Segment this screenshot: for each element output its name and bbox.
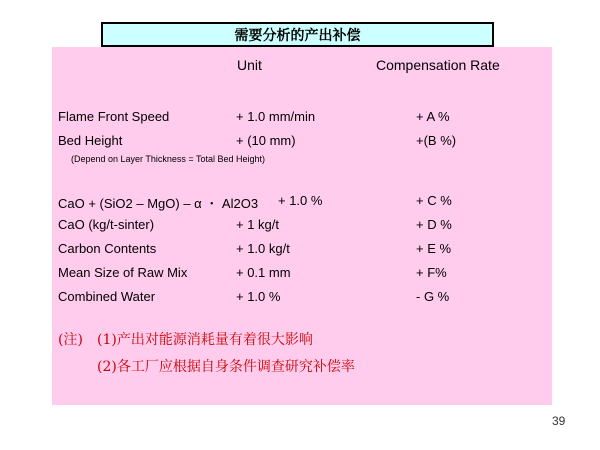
- remark-line-2: (2)各工厂应根据自身条件调查研究补偿率: [97, 359, 355, 375]
- remarks-prefix: (注): [58, 332, 83, 348]
- unit-combined-water: + 1.0 %: [236, 289, 281, 304]
- param-cao-basicity: CaO + (SiO2 – MgO) – α ・ Al2O3: [58, 196, 259, 211]
- rate-header: Compensation Rate: [376, 57, 500, 73]
- unit-carbon-contents: + 1.0 kg/t: [236, 241, 290, 256]
- unit-flame-front-speed: + 1.0 mm/min: [236, 109, 316, 124]
- slide-title: 需要分析的产出补偿: [101, 22, 494, 47]
- rate-carbon-contents: + E %: [416, 241, 452, 256]
- unit-cao-basicity: + 1.0 %: [278, 193, 323, 208]
- unit-bed-height: + (10 mm): [236, 133, 296, 148]
- param-flame-front-speed: Flame Front Speed: [58, 109, 170, 124]
- rate-mean-size: + F%: [416, 265, 447, 280]
- rate-combined-water: - G %: [416, 289, 450, 304]
- rate-bed-height: +(B %): [416, 133, 457, 148]
- unit-header: Unit: [237, 57, 262, 73]
- rate-cao-kg: + D %: [416, 217, 452, 232]
- param-combined-water: Combined Water: [58, 289, 156, 304]
- unit-cao-kg: + 1 kg/t: [236, 217, 279, 232]
- remark-line-1: (1)产出对能源消耗量有着很大影响: [97, 332, 313, 348]
- param-carbon-contents: Carbon Contents: [58, 241, 157, 256]
- unit-mean-size: + 0.1 mm: [236, 265, 291, 280]
- rate-cao-basicity: + C %: [416, 193, 452, 208]
- param-mean-size: Mean Size of Raw Mix: [58, 265, 188, 280]
- param-bed-height: Bed Height: [58, 133, 123, 148]
- page-number: 39: [552, 414, 566, 428]
- rate-flame-front-speed: + A %: [416, 109, 450, 124]
- bed-height-note: (Depend on Layer Thickness = Total Bed Height): [71, 154, 266, 164]
- param-cao-kg: CaO (kg/t-sinter): [58, 217, 155, 232]
